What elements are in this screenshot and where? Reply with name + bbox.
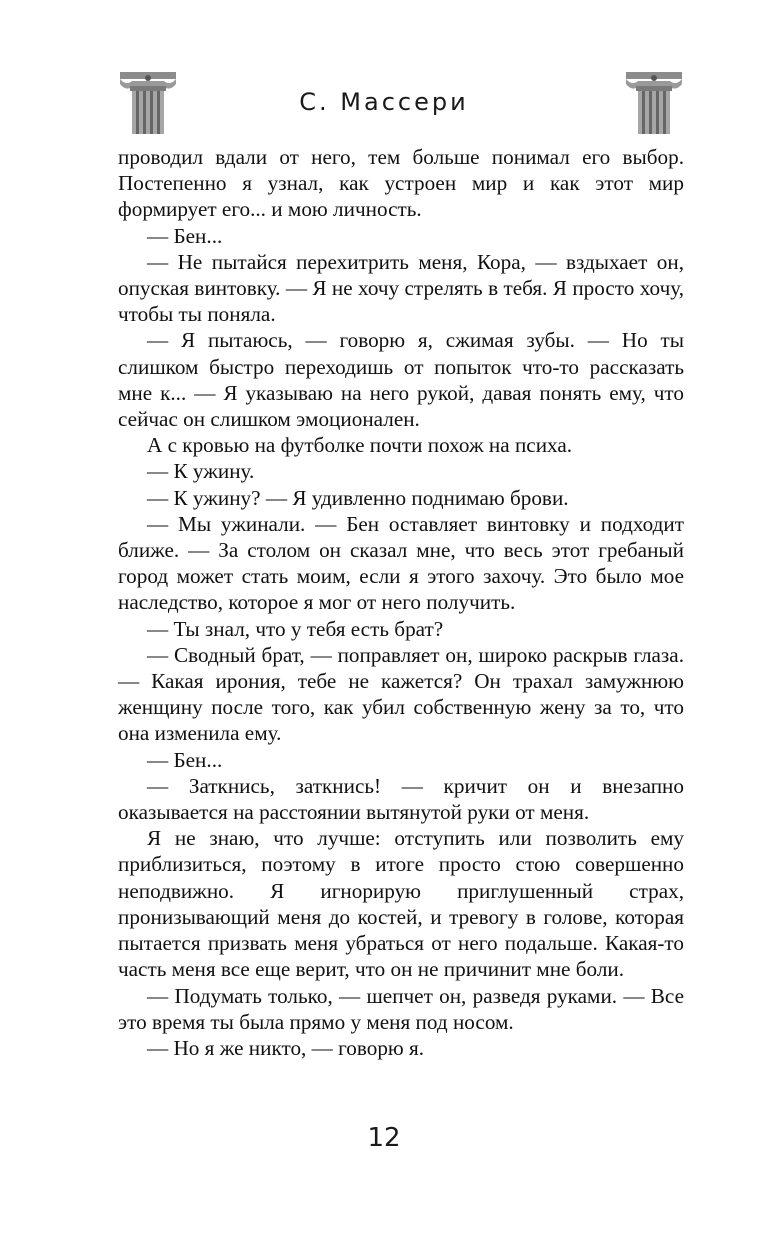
paragraph: — Ты знал, что у тебя есть брат? [147, 616, 444, 641]
paragraph: — Не пытайся перехитрить меня, Кора, — вздыхает он, опуская винтовку. — Я не хочу стрелять в тебя. Я просто хочу, чтобы ты поняла. [118, 249, 684, 327]
paragraph: — Мы ужинали. — Бен оставляет винтовку и подходит ближе. — За столом он сказал мне, что весь этот гребаный город может стать моим, если я этого захочу. Это было мое наследство, которое я мог от него получить. [118, 511, 684, 615]
paragraph: — Я пытаюсь, — говорю я, сжимая зубы. — Но ты слишком быстро переходишь от попыток что-то рассказать мне к... — Я указываю на него рукой, давая понять ему, что сейчас он слишком эмоционален. [118, 328, 684, 432]
paragraph: — Бен... [147, 747, 223, 772]
paragraph: — Заткнись, заткнись! — кричит он и внезапно оказывается на расстоянии вытянутой руки от меня. [118, 773, 684, 825]
paragraph: — Но я же никто, — говорю я. [147, 1035, 425, 1060]
running-head: С. Массери [299, 88, 469, 116]
paragraph: — Сводный брат, — поправляет он, широко раскрыв глаза. — Какая ирония, тебе не кажется? Он трахал замужнюю женщину после того, как убил собственную жену за то, что она изменила ему. [118, 642, 684, 746]
body-text [118, 144, 684, 1061]
paragraph: А с кровью на футболке почти похож на психа. [147, 433, 573, 458]
paragraph: проводил вдали от него, тем больше понимал его выбор. Постепенно я узнал, как устроен мир и как этот мир формирует его... и мою личность. [118, 145, 684, 222]
paragraph: — Подумать только, — шепчет он, разведя руками. — Все это время ты была прямо у меня под носом. [118, 983, 684, 1034]
paragraph: — К ужину? — Я удивленно поднимаю брови. [147, 485, 569, 510]
paragraph: — Бен... [147, 223, 223, 248]
page-number: 12 [367, 1123, 401, 1153]
paragraph: Я не знаю, что лучше: отступить или позволить ему приблизиться, поэтому в итоге просто стою совершенно неподвижно. Я игнорирую приглушенный страх, пронизывающий меня до костей, и тревогу в голове, которая пытается призвать меня убраться от него подальше. Какая-то часть меня все еще верит, что он не причинит мне боли. [118, 826, 684, 982]
paragraph: — К ужину. [147, 459, 255, 484]
